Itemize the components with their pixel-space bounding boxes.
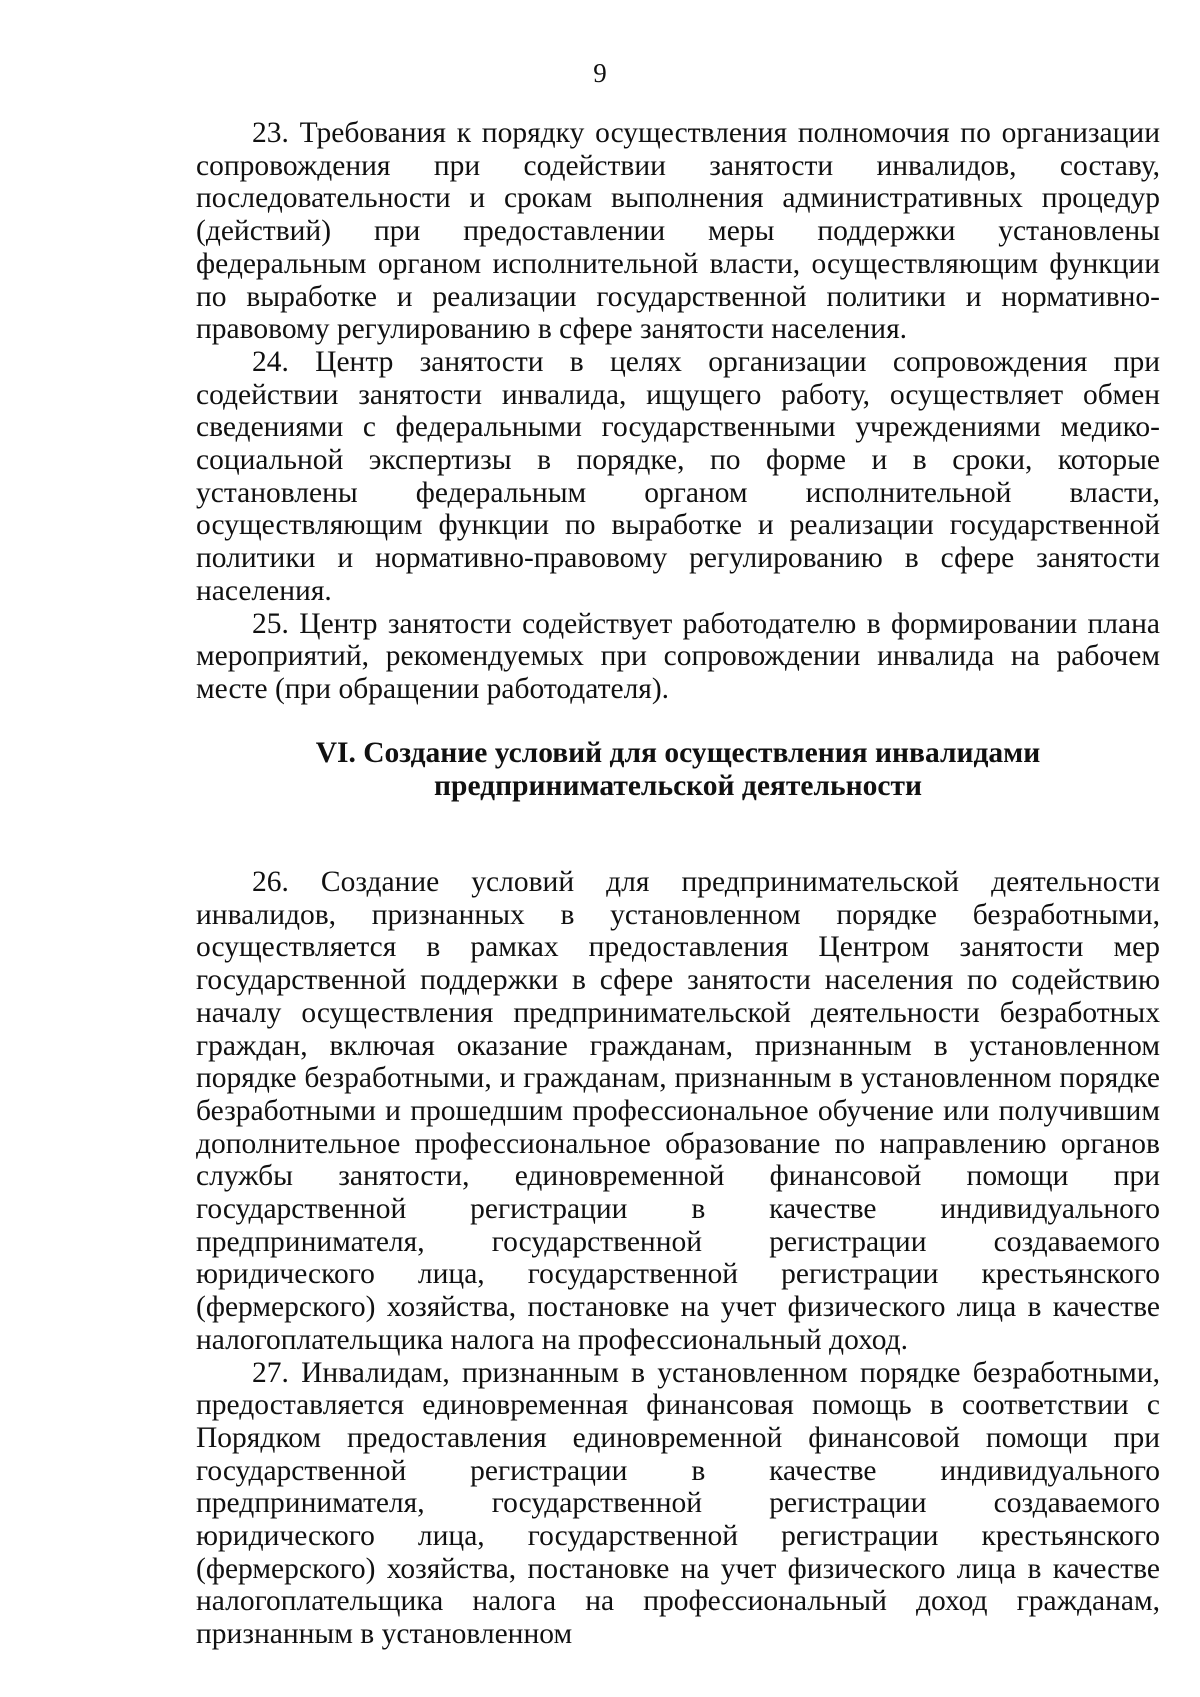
paragraphs-bottom [196,866,1160,1651]
section-heading-line-1: VI. Создание условий для осуществления инвалидами [315,737,1041,769]
paragraph-26: 26. Создание условий для предпринимательской деятельности инвалидов, признанных в установленном порядке безработными, осуществляется в рамках предоставления Центром занятости мер государственной поддержки в сфере занятости населения по содействию началу осуществления предпринимательской деятельности безработных граждан, включая оказание гражданам, признанным в установленном порядке безработными, и гражданам, признанным в установленном порядке безработными и прошедшим профессиональное обучение или получившим дополнительное профессиональное образование по направлению органов службы занятости, единовременной финансовой помощи при государственной регистрации в качестве индивидуального предпринимателя, государственной регистрации создаваемого юридического лица, государственной регистрации крестьянского (фермерского) хозяйства, постановке на учет физического лица в качестве налогоплательщика налога на профессиональный доход. [196,866,1160,1356]
paragraph-27: 27. Инвалидам, признанным в установленном порядке безработными, предоставляется единовременная финансовая помощь в соответствии с Порядком предоставления единовременной финансовой помощи при государственной регистрации в качестве индивидуального предпринимателя, государственной регистрации создаваемого юридического лица, государственной регистрации крестьянского (фермерского) хозяйства, постановке на учет физического лица в качестве налогоплательщика налога на профессиональный доход гражданам, признанным в установленном [196,1356,1160,1651]
paragraph-24: 24. Центр занятости в целях организации сопровождения при содействии занятости инвалида, ищущего работу, осуществляет обмен сведениями с федеральными государственными учреждениями медико-социальной экспертизы в порядке, по форме и в сроки, которые установлены федеральным органом исполнительной власти, осуществляющим функции по выработке и реализации государственной политики и нормативно-правовому регулированию в сфере занятости населения. [196,345,1160,607]
paragraph-23: 23. Требования к порядку осуществления полномочия по организации сопровождения при содействии занятости инвалидов, составу, последовательности и срокам выполнения административных процедур (действий) при предоставлении меры поддержки установлены федеральным органом исполнительной власти, осуществляющим функции по выработке и реализации государственной политики и нормативно-правовому регулированию в сфере занятости населения. [196,117,1160,346]
section-heading-line-2: предпринимательской деятельности [434,770,922,802]
page-number: 9 [593,58,607,88]
paragraphs-top [196,117,1160,706]
section-heading [196,737,1160,803]
paragraph-25: 25. Центр занятости содействует работодателю в формировании плана мероприятий, рекомендуемых при сопровождении инвалида на рабочем месте (при обращении работодателя). [196,607,1160,705]
